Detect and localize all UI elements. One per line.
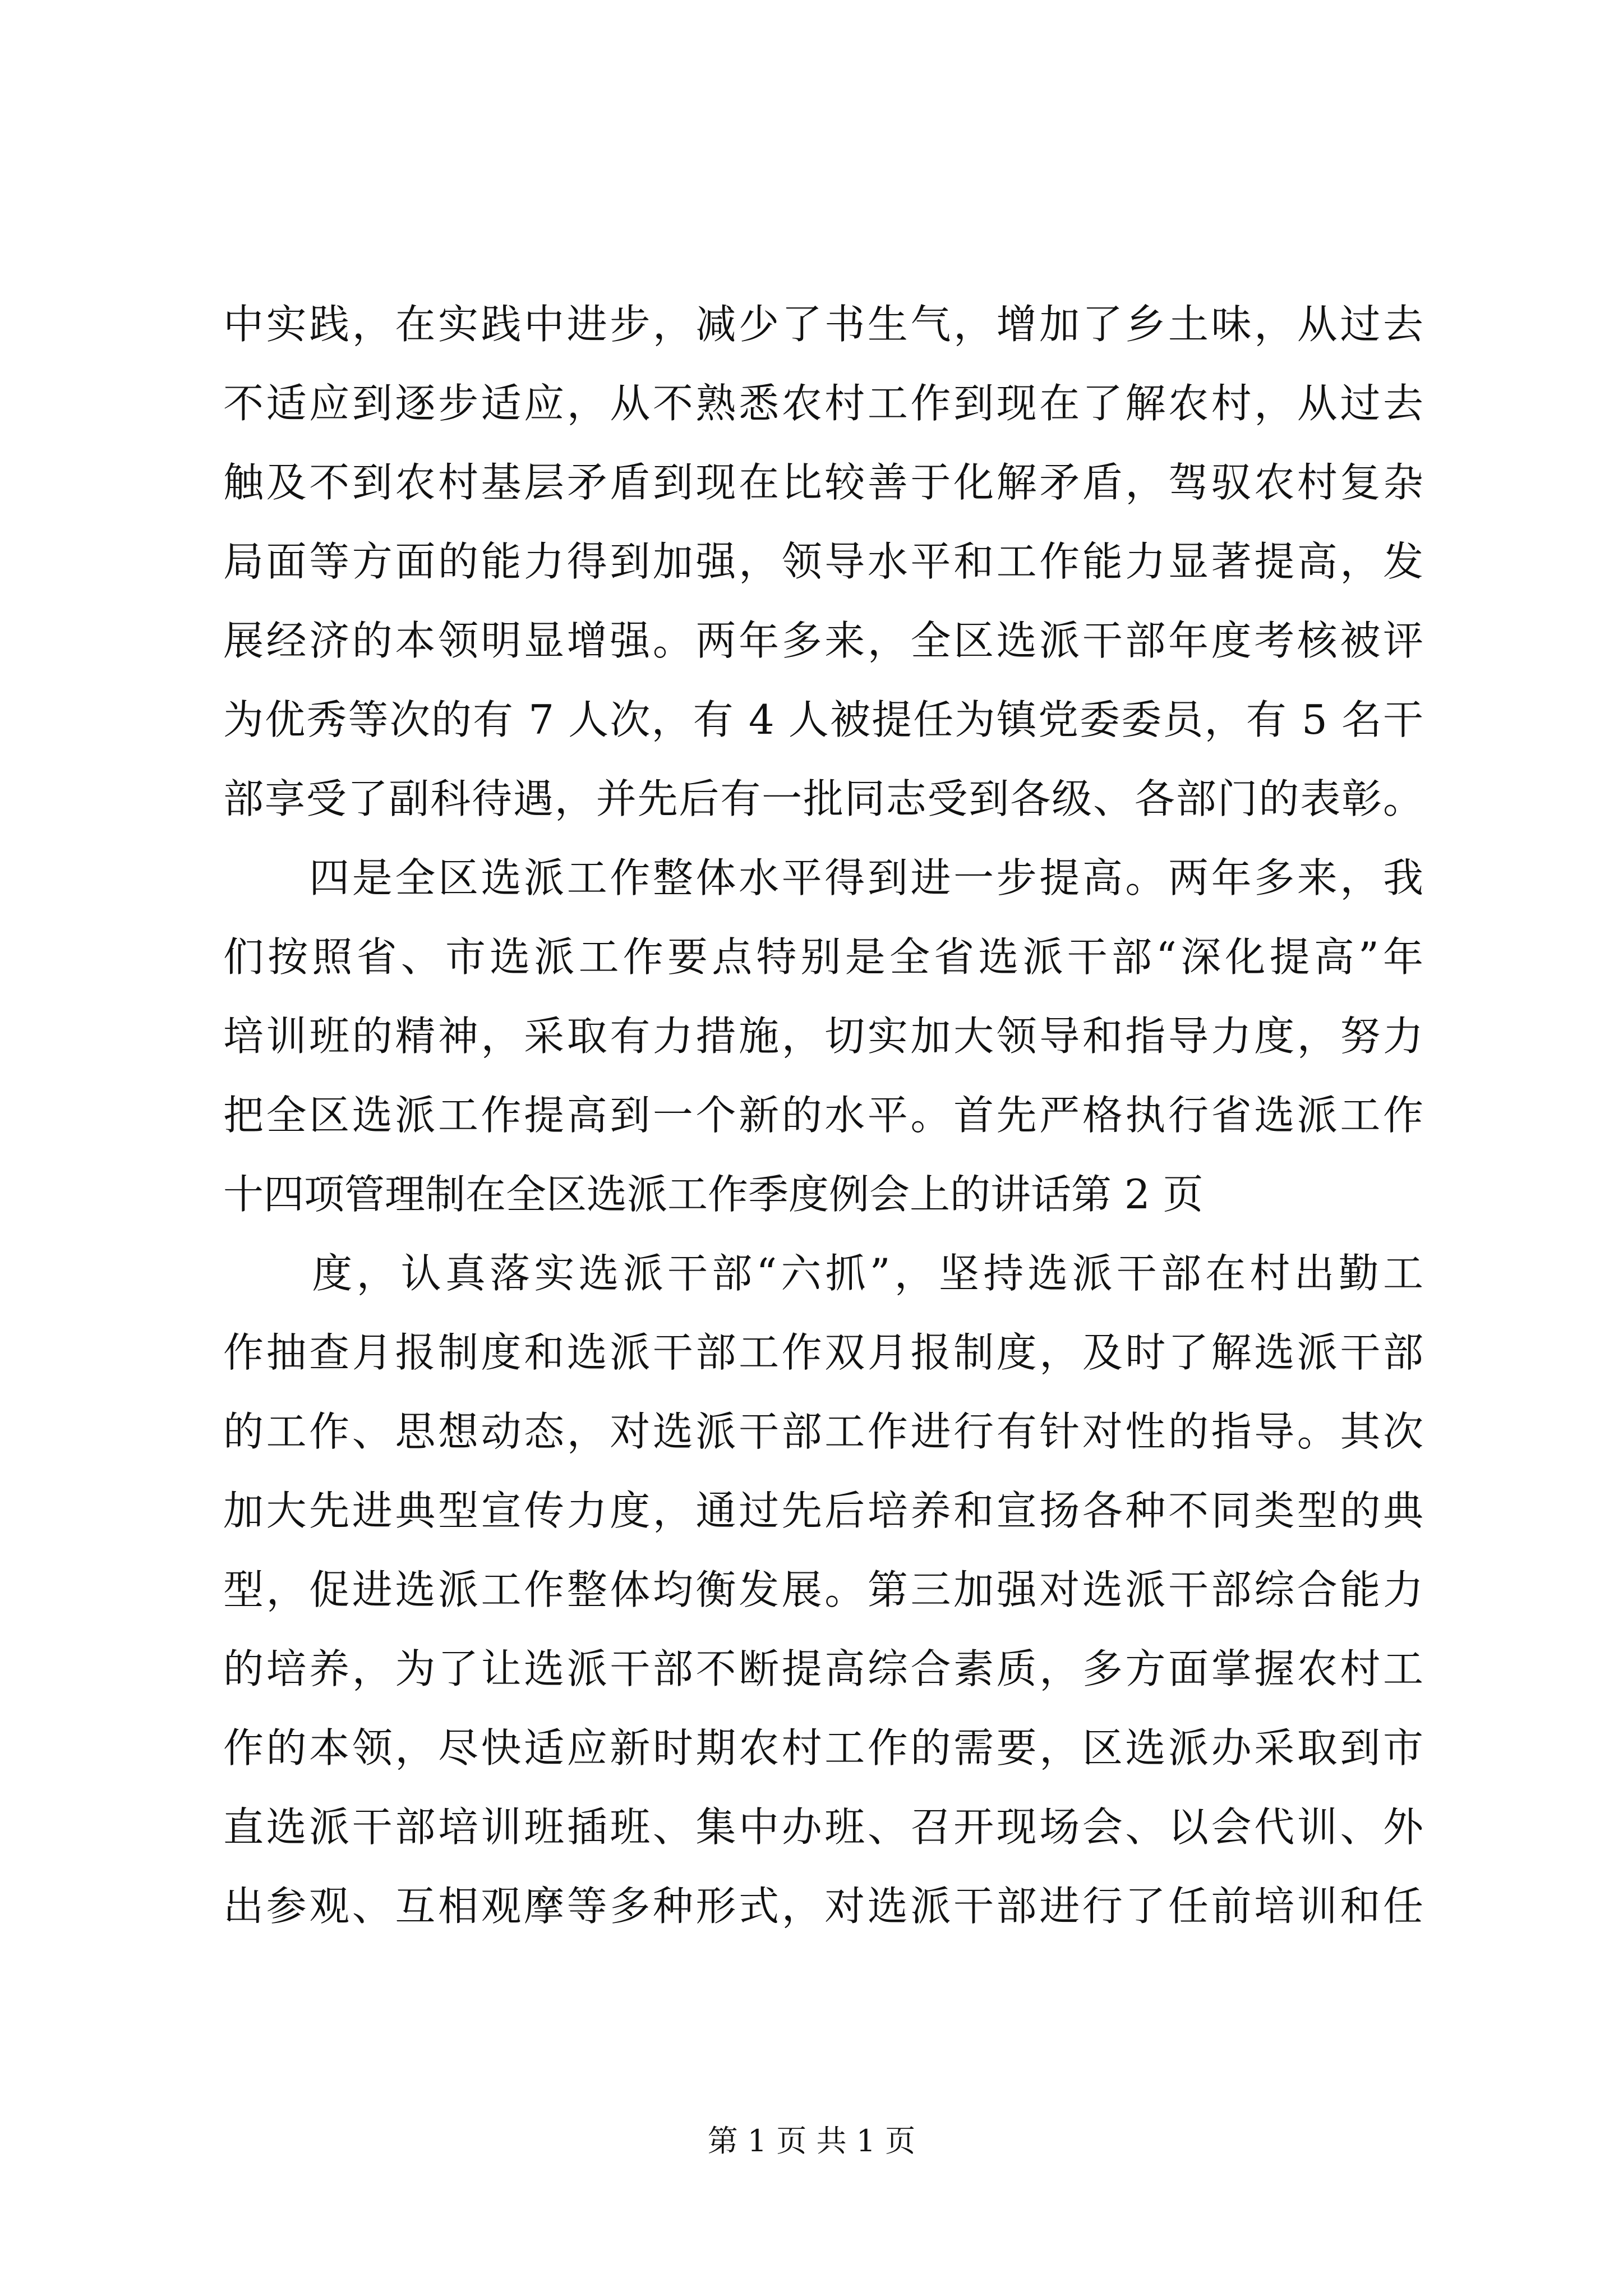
text-line: 培训班的精神，采取有力措施，切实加大领导和指导力度，努力 (223, 1013, 1423, 1060)
text-line: 的培养，为了让选派干部不断提高综合素质，多方面掌握农村工 (223, 1645, 1423, 1692)
body-text (223, 285, 1423, 1946)
text-line: 展经济的本领明显增强。两年多来，全区选派干部年度考核被评 (223, 617, 1423, 664)
text-line: 们按照省、市选派工作要点特别是全省选派干部“深化提高”年 (223, 933, 1423, 981)
text-line: 中实践，在实践中进步，减少了书生气，增加了乡土味，从过去 (223, 301, 1423, 348)
text-line: 部享受了副科待遇，并先后有一批同志受到各级、各部门的表彰。 (223, 775, 1423, 822)
text-line: 不适应到逐步适应，从不熟悉农村工作到现在了解农村，从过去 (223, 380, 1423, 427)
text-line: 为优秀等次的有 7 人次，有 4 人被提任为镇党委委员，有 5 名干 (223, 696, 1423, 743)
text-line: 的工作、思想动态，对选派干部工作进行有针对性的指导。其次 (223, 1408, 1423, 1455)
text-line: 型，促进选派工作整体均衡发展。第三加强对选派干部综合能力 (223, 1566, 1423, 1613)
page-footer: 第 1 页 共 1 页 (707, 2123, 916, 2159)
text-line: 作的本领，尽快适应新时期农村工作的需要，区选派办采取到市 (223, 1724, 1423, 1772)
text-line: 局面等方面的能力得到加强，领导水平和工作能力显著提高，发 (223, 538, 1423, 585)
text-line: 度，认真落实选派干部“六抓”，坚持选派干部在村出勤工 (223, 1250, 1423, 1297)
text-line: 十四项管理制在全区选派工作季度例会上的讲话第 2 页 (223, 1171, 1204, 1218)
text-line: 作抽查月报制度和选派干部工作双月报制度，及时了解选派干部 (223, 1329, 1423, 1376)
text-line: 加大先进典型宣传力度，通过先后培养和宣扬各种不同类型的典 (223, 1487, 1423, 1534)
text-line: 出参观、互相观摩等多种形式，对选派干部进行了任前培训和任 (223, 1883, 1423, 1930)
text-line: 直选派干部培训班插班、集中办班、召开现场会、以会代训、外 (223, 1803, 1423, 1851)
text-line: 触及不到农村基层矛盾到现在比较善于化解矛盾，驾驭农村复杂 (223, 459, 1423, 506)
text-line: 把全区选派工作提高到一个新的水平。首先严格执行省选派工作 (223, 1092, 1423, 1139)
text-line: 四是全区选派工作整体水平得到进一步提高。两年多来，我 (223, 854, 1423, 901)
